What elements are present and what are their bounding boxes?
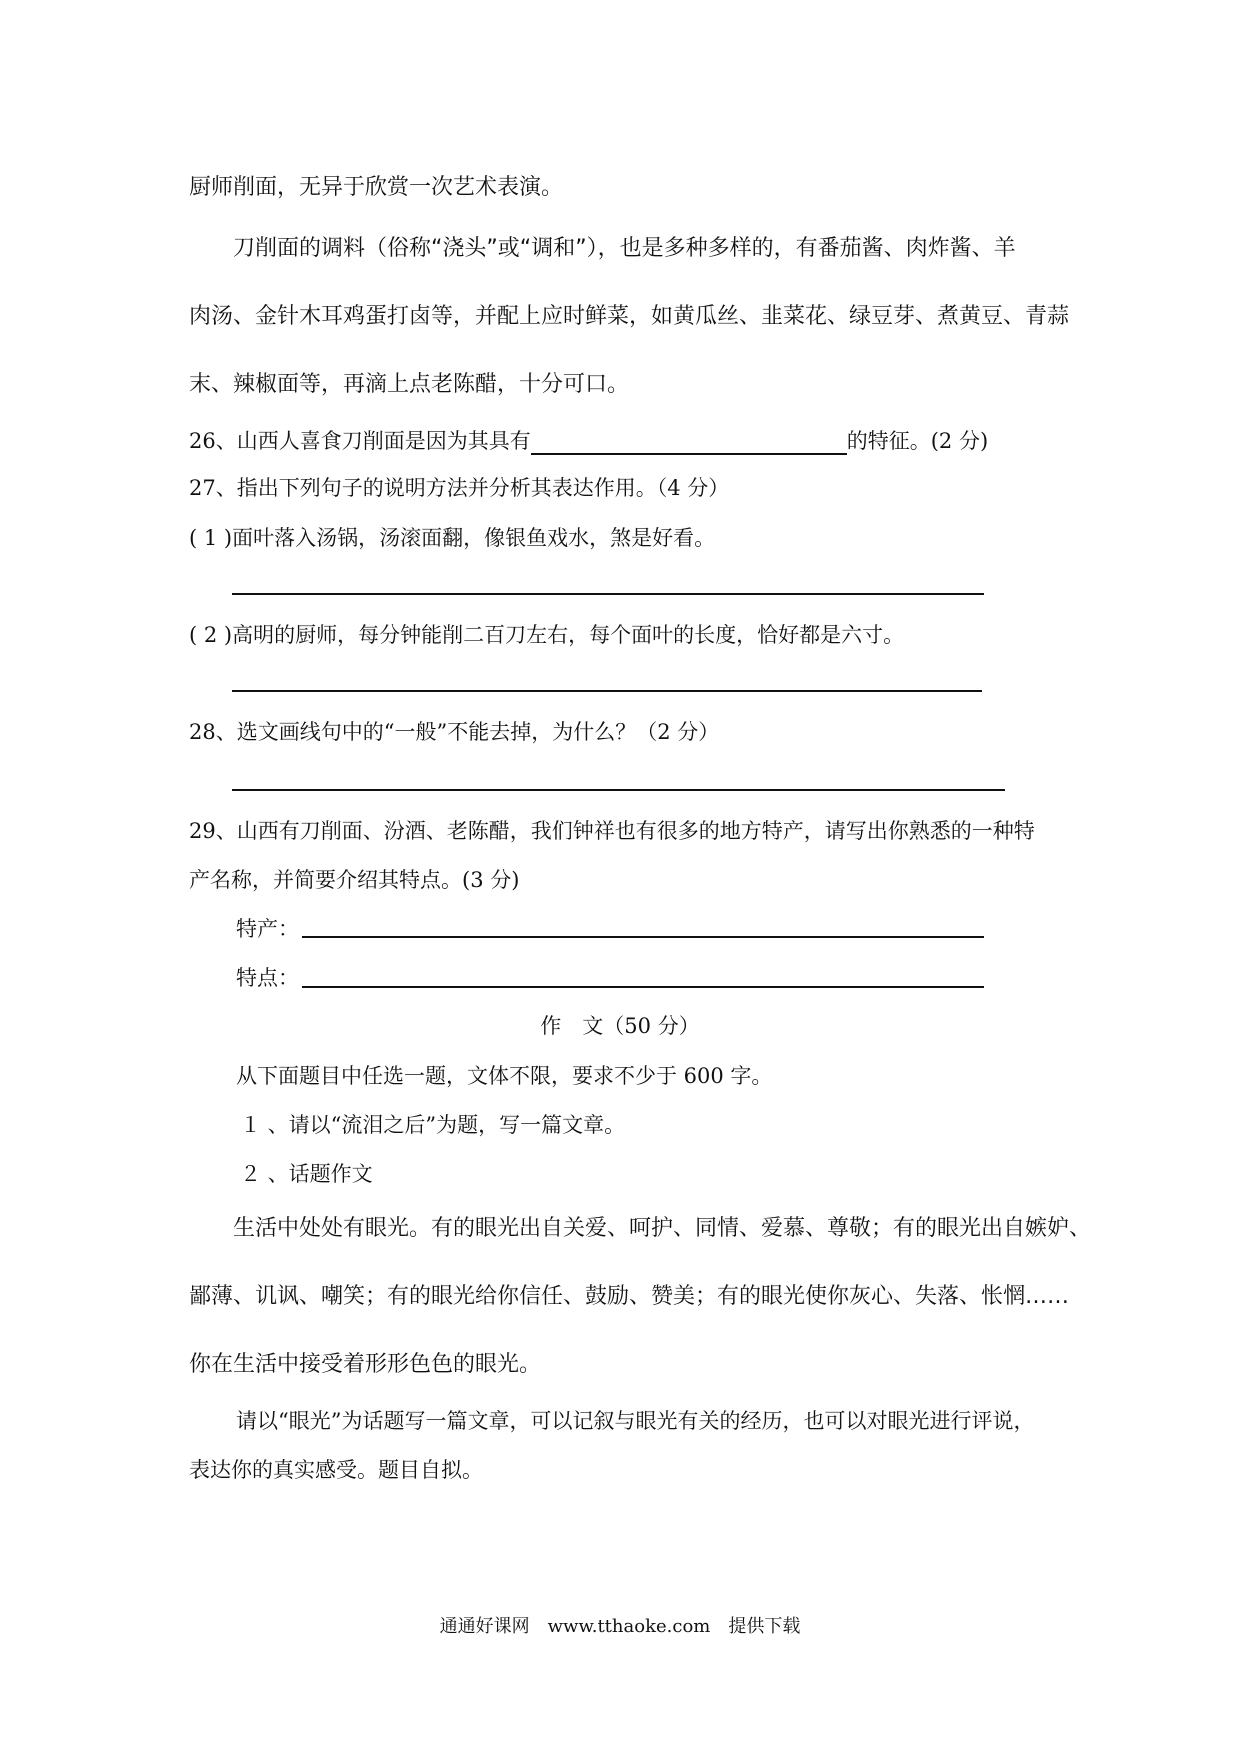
question-29-line-2: 产名称，并简要介绍其特点。(3 分)	[189, 868, 520, 892]
answer-line-product[interactable]	[302, 936, 984, 938]
answer-blank-26[interactable]	[531, 429, 847, 455]
composition-task-line-2: 表达你的真实感受。题目自拟。	[189, 1458, 483, 1482]
question-26-suffix: 的特征。(2 分)	[846, 429, 989, 453]
topic-line: 鄙薄、讥讽、嘲笑；有的眼光给你信任、鼓励、赞美；有的眼光使你灰心、失落、怅惘……	[189, 1284, 1070, 1309]
passage-line: 肉汤、金针木耳鸡蛋打卤等，并配上应时鲜菜，如黄瓜丝、韭菜花、绿豆芽、煮黄豆、青蒜	[189, 304, 1070, 329]
page-footer: 通通好课网 www.tthaoke.com 提供下载	[439, 1616, 801, 1637]
question-29-line-1: 29、山西有刀削面、汾酒、老陈醋，我们钟祥也有很多的地方特产，请写出你熟悉的一种特	[189, 819, 1035, 843]
question-27: 27、指出下列句子的说明方法并分析其表达作用。（4 分）	[189, 476, 730, 500]
composition-option-1: １ 、请以“流泪之后”为题，写一篇文章。	[240, 1113, 626, 1137]
passage-line: 刀削面的调料（俗称“浇头”或“调和”），也是多种多样的，有番茄酱、肉炸酱、羊	[233, 236, 1016, 261]
composition-instruction: 从下面题目中任选一题，文体不限，要求不少于 600 字。	[236, 1064, 773, 1088]
question-27-2: ( 2 )高明的厨师，每分钟能削二百刀左右，每个面叶的长度，恰好都是六寸。	[189, 623, 905, 647]
topic-paragraph	[189, 1212, 1092, 1416]
passage-paragraph	[189, 232, 1070, 436]
answer-line-27-1[interactable]	[232, 593, 984, 595]
answer-line-28[interactable]	[232, 789, 1005, 791]
answer-line-27-2[interactable]	[232, 690, 982, 692]
answer-line-feature[interactable]	[302, 986, 984, 988]
feature-label: 特点：	[236, 966, 299, 990]
passage-line: 厨师削面，无异于欣赏一次艺术表演。	[189, 175, 564, 200]
question-26-prefix: 26、山西人喜食刀削面是因为其具有	[189, 429, 531, 453]
question-27-1: ( 1 )面叶落入汤锅，汤滚面翻，像银鱼戏水，煞是好看。	[189, 526, 716, 550]
question-26	[189, 425, 988, 455]
topic-line: 生活中处处有眼光。有的眼光出自关爱、呵护、同情、爱慕、尊敬；有的眼光出自嫉妒、	[233, 1216, 1092, 1241]
passage-line: 末、辣椒面等，再滴上点老陈醋，十分可口。	[189, 372, 630, 397]
question-28: 28、选文画线句中的“一般”不能去掉，为什么？（2 分）	[189, 720, 720, 744]
composition-option-2: ２ 、话题作文	[240, 1162, 373, 1186]
composition-task-line-1: 请以“眼光”为话题写一篇文章，可以记叙与眼光有关的经历，也可以对眼光进行评说，	[236, 1409, 1035, 1433]
product-label: 特产：	[236, 917, 299, 941]
topic-line: 你在生活中接受着形形色色的眼光。	[189, 1352, 542, 1377]
composition-heading: 作 文（50 分）	[540, 1014, 700, 1038]
